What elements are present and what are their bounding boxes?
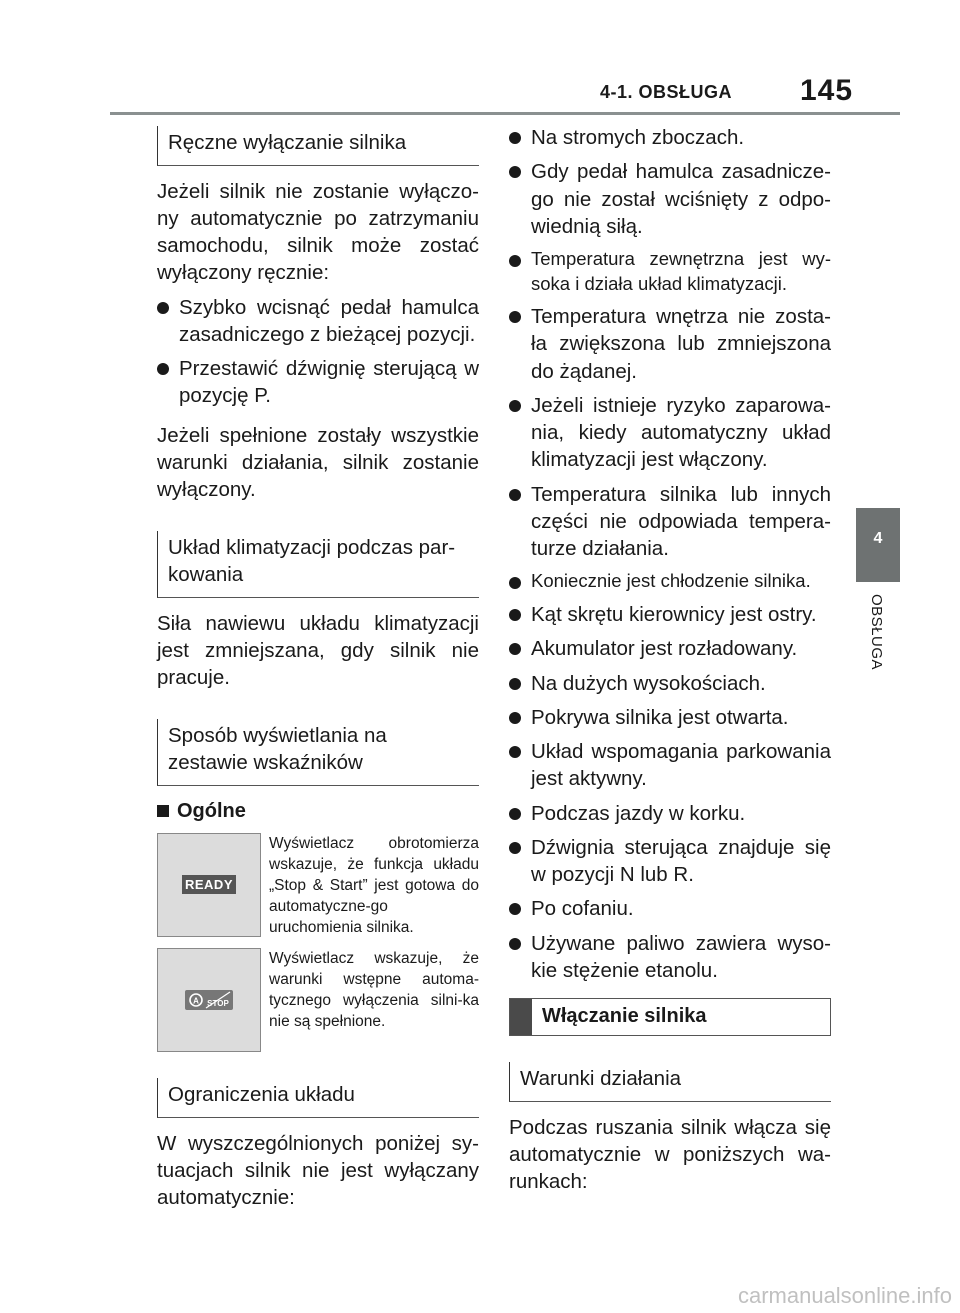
bullet-item: Temperatura silnika lub innych części nie odpowiada tempera-turze działania. xyxy=(509,481,831,563)
stop-label: STOP xyxy=(207,999,229,1009)
bullet-item: Dźwignia sterująca znajduje się w pozycji N lub R. xyxy=(509,834,831,889)
bullet-dot-icon xyxy=(509,678,521,690)
square-bullet-icon xyxy=(157,805,169,817)
paragraph: Jeżeli silnik nie zostanie wyłączo-ny automatycznie po zatrzymaniu samochodu, silnik może zostać wyłączony ręcznie: xyxy=(157,179,479,285)
bullet-item: Temperatura wnętrza nie zosta-ła zwiększona lub zmniejszona do żądanej. xyxy=(509,303,831,385)
heading-bar xyxy=(510,999,532,1035)
stop-start-off-icon xyxy=(184,988,234,1012)
stop-indicator-image xyxy=(157,948,261,1052)
bullet-item: Na dużych wysokościach. xyxy=(509,670,831,697)
subheading-limitations: Ograniczenia układu xyxy=(157,1078,479,1118)
bullet-item: Akumulator jest rozładowany. xyxy=(509,635,831,662)
bullet-item: Jeżeli istnieje ryzyko zaparowa-nia, kiedy automatyczny układ klimatyzacji jest włączony. xyxy=(509,392,831,474)
subheading-operating-conditions: Warunki działania xyxy=(509,1062,831,1102)
right-column xyxy=(509,120,831,1195)
bullet-dot-icon xyxy=(509,643,521,655)
display-description: Wyświetlacz wskazuje, że warunki wstępne automa-tycznego wyłączenia silni-ka nie są spełnione. xyxy=(269,950,479,1031)
footer-watermark: carmanualsonline.info xyxy=(737,1283,952,1308)
side-tab xyxy=(856,508,900,582)
svg-text:A: A xyxy=(193,996,199,1006)
paragraph: Podczas ruszania silnik włącza się automatycznie w poniższych wa-runkach: xyxy=(509,1115,831,1194)
display-row-stop xyxy=(157,948,479,1052)
paragraph: W wyszczególnionych poniżej sy-tuacjach silnik nie jest wyłączany automatycznie: xyxy=(157,1131,479,1210)
bullet-dot-icon xyxy=(509,489,521,501)
bullet-item: Po cofaniu. xyxy=(509,895,831,922)
bullet-dot-icon xyxy=(509,746,521,758)
ready-indicator-image xyxy=(157,833,261,937)
bullet-item: Układ wspomagania parkowania jest aktywny. xyxy=(509,738,831,793)
bullet-item: Kąt skrętu kierownicy jest ostry. xyxy=(509,601,831,628)
bullet-item: Podczas jazdy w korku. xyxy=(509,800,831,827)
section-heading-text: Włączanie silnika xyxy=(542,1005,707,1028)
bullet-item: Na stromych zboczach. xyxy=(509,124,831,151)
bullet-dot-icon xyxy=(509,903,521,915)
left-column xyxy=(157,120,479,1211)
bullet-item: Używane paliwo zawiera wyso-kie stężenie etanolu. xyxy=(509,930,831,985)
side-tab-number: 4 xyxy=(873,530,883,547)
subheading-air-conditioning: Układ klimatyzacji podczas par-kowania xyxy=(157,531,479,597)
bullet-dot-icon xyxy=(509,808,521,820)
bullet-item: Temperatura zewnętrzna jest wy-soka i działa układ klimatyzacji. xyxy=(509,247,831,296)
bullet-dot-icon xyxy=(157,302,169,314)
paragraph: Jeżeli spełnione zostały wszystkie warunki działania, silnik zostanie wyłączony. xyxy=(157,423,479,502)
bullet-dot-icon xyxy=(509,938,521,950)
bullet-dot-icon xyxy=(509,609,521,621)
bullet-dot-icon xyxy=(509,311,521,323)
section-title: 4-1. OBSŁUGA xyxy=(600,82,733,102)
section-heading-engine-start xyxy=(509,998,831,1036)
display-row-ready xyxy=(157,833,479,938)
bullet-dot-icon xyxy=(509,255,521,267)
ready-label: READY xyxy=(182,875,236,894)
header-divider xyxy=(110,112,900,115)
bullet-dot-icon xyxy=(509,132,521,144)
display-description: Wyświetlacz obrotomierza wskazuje, że funkcja układu „Stop & Start” jest gotowa do automatyczne-go uruchomienia silnika. xyxy=(269,834,479,937)
bullet-item: Gdy pedał hamulca zasadnicze-go nie został wciśnięty z odpo-wiednią siłą. xyxy=(509,158,831,240)
bullet-item: Koniecznie jest chłodzenie silnika. xyxy=(509,569,831,594)
bullet-dot-icon xyxy=(509,712,521,724)
bullet-dot-icon xyxy=(509,400,521,412)
paragraph: Siła nawiewu układu klimatyzacji jest zmniejszana, gdy silnik nie pracuje. xyxy=(157,611,479,690)
subheading-manual-stop: Ręczne wyłączanie silnika xyxy=(157,126,479,166)
bullet-item: Pokrywa silnika jest otwarta. xyxy=(509,704,831,731)
page-number: 145 xyxy=(800,74,854,107)
bullet-item: Przestawić dźwignię sterującą w pozycję P. xyxy=(157,355,479,410)
bullet-dot-icon xyxy=(509,577,521,589)
general-heading: Ogólne xyxy=(157,800,479,823)
bullet-dot-icon xyxy=(509,166,521,178)
bullet-dot-icon xyxy=(509,842,521,854)
subheading-display: Sposób wyświetlania na zestawie wskaźników xyxy=(157,719,479,785)
side-tab-label: OBSŁUGA xyxy=(868,594,885,671)
bullet-item: Szybko wcisnąć pedał hamulca zasadniczego z bieżącej pozycji. xyxy=(157,294,479,349)
bullet-dot-icon xyxy=(157,363,169,375)
